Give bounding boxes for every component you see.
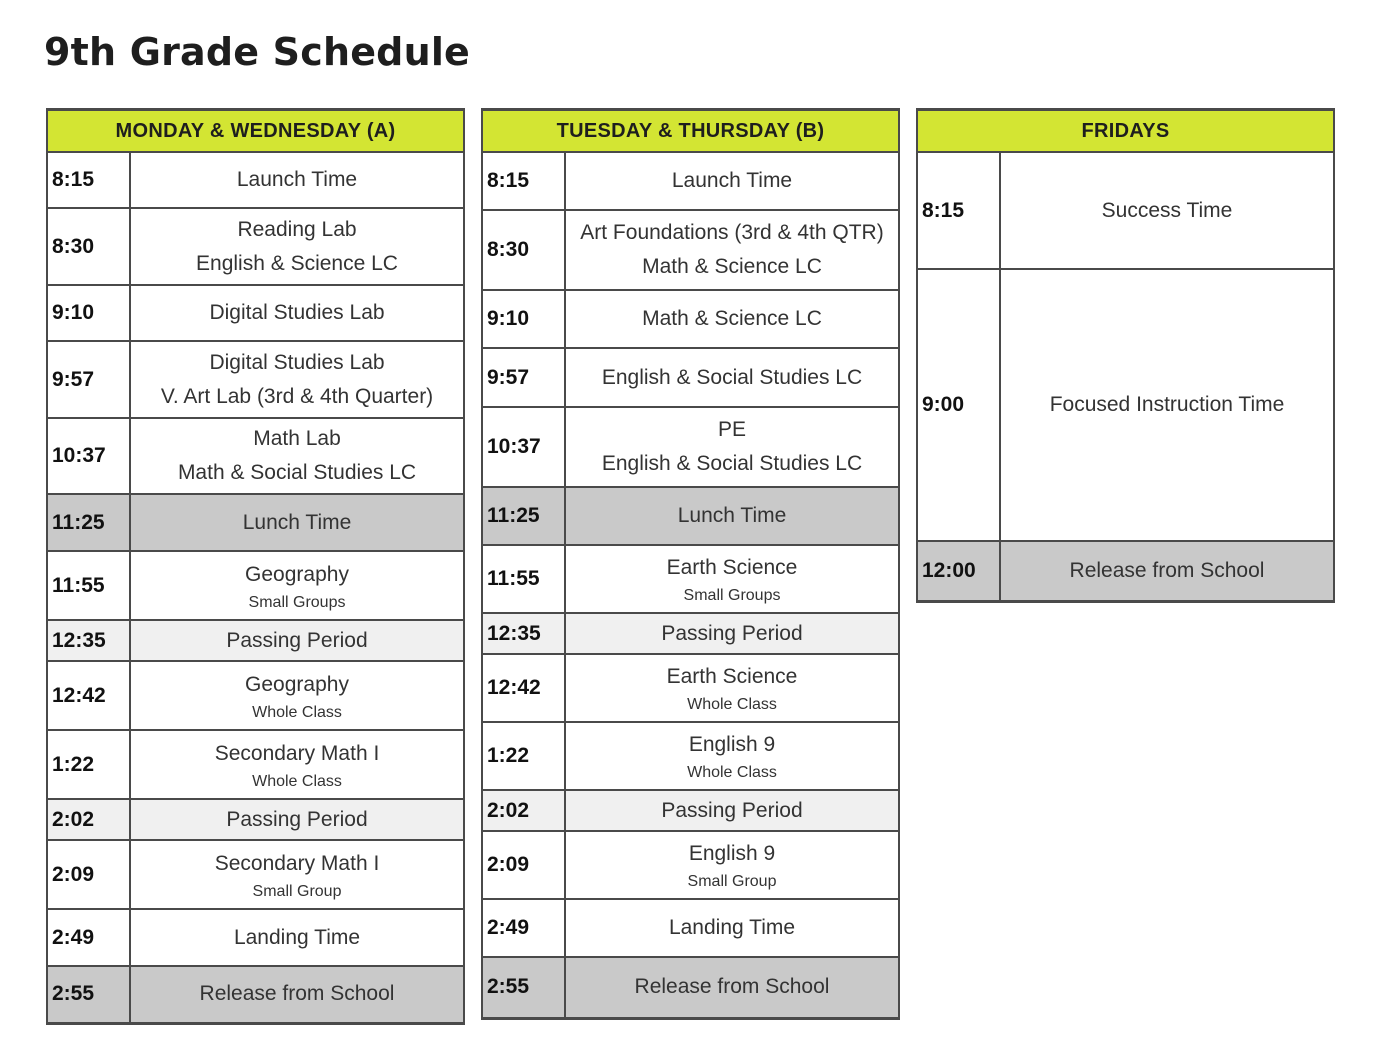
- time-cell: 2:49: [482, 899, 565, 957]
- activity-label: Digital Studies Lab: [209, 350, 385, 374]
- activity-label: English 9: [688, 842, 776, 865]
- time-cell: 8:15: [917, 152, 1000, 269]
- activity-cell: [130, 620, 464, 661]
- activity-cell: [565, 613, 899, 654]
- column-header: FRIDAYS: [917, 110, 1334, 153]
- schedule-row: [482, 790, 899, 831]
- schedule-row: [917, 269, 1334, 541]
- activity-label: Art Foundations (3rd & 4th QTR): [580, 221, 884, 244]
- time-cell: 2:09: [482, 831, 565, 899]
- activity-cell: [565, 899, 899, 957]
- time-cell: 1:22: [482, 722, 565, 790]
- schedule-row: [482, 545, 899, 613]
- schedule-row: [47, 494, 464, 551]
- schedule-row: [482, 348, 899, 407]
- activity-label: Lunch Time: [242, 510, 352, 534]
- activity-cell: [1000, 541, 1334, 601]
- activity-sublabel: Small Group: [252, 882, 342, 900]
- time-cell: 2:09: [47, 840, 130, 909]
- activity-cell: [130, 494, 464, 551]
- schedule-row: [482, 210, 899, 290]
- activity-cell: [565, 957, 899, 1018]
- activity-label: Release from School: [199, 982, 395, 1006]
- schedule-row: [917, 541, 1334, 601]
- activity-cell: [130, 909, 464, 966]
- schedule-row: [47, 285, 464, 341]
- schedule-row: [47, 730, 464, 799]
- activity-label: Passing Period: [661, 621, 803, 645]
- activity-sublabel: Small Groups: [683, 587, 781, 604]
- schedule-row: [47, 799, 464, 840]
- activity-cell: [565, 790, 899, 831]
- activity-label: Math & Social Studies LC: [177, 461, 417, 484]
- activity-label: Launch Time: [671, 169, 793, 192]
- schedule-row: [47, 341, 464, 418]
- time-cell: 1:22: [47, 730, 130, 799]
- schedule-row: [47, 152, 464, 208]
- activity-label: English & Social Studies LC: [601, 452, 863, 475]
- schedule-row: [482, 654, 899, 722]
- activity-cell: [565, 407, 899, 487]
- time-cell: 8:30: [47, 208, 130, 285]
- activity-cell: [130, 799, 464, 840]
- activity-cell: [130, 966, 464, 1023]
- activity-cell: [130, 152, 464, 208]
- schedule-row: [47, 551, 464, 620]
- activity-label: Digital Studies Lab: [209, 301, 385, 324]
- activity-label: Release from School: [634, 975, 830, 999]
- activity-label: Math & Science LC: [642, 307, 822, 330]
- activity-label: Earth Science: [666, 665, 798, 688]
- schedule-row: [47, 418, 464, 494]
- activity-cell: [130, 730, 464, 799]
- schedule-row: [47, 840, 464, 909]
- time-cell: 11:55: [47, 551, 130, 620]
- schedule-row: [47, 966, 464, 1023]
- activity-cell: [130, 285, 464, 341]
- activity-label: Math & Science LC: [642, 255, 822, 278]
- time-cell: 12:00: [917, 541, 1000, 601]
- time-cell: 12:42: [482, 654, 565, 722]
- activity-cell: [565, 722, 899, 790]
- time-cell: 2:02: [47, 799, 130, 840]
- activity-cell: [565, 654, 899, 722]
- schedule-row: [482, 613, 899, 654]
- activity-label: Geography: [245, 562, 349, 586]
- activity-label: Secondary Math I: [214, 741, 380, 765]
- activity-label: Landing Time: [233, 925, 361, 949]
- activity-label: Secondary Math I: [214, 851, 380, 875]
- activity-label: V. Art Lab (3rd & 4th Quarter): [160, 384, 434, 408]
- activity-label: Release from School: [1069, 558, 1265, 582]
- schedule-row: [482, 152, 899, 210]
- activity-label: English 9: [688, 733, 776, 756]
- time-cell: 10:37: [47, 418, 130, 494]
- time-cell: 8:15: [47, 152, 130, 208]
- activity-sublabel: Whole Class: [252, 703, 342, 721]
- page-title: 9th Grade Schedule: [44, 30, 471, 74]
- time-cell: 2:55: [482, 957, 565, 1018]
- activity-label: Passing Period: [226, 807, 368, 831]
- column-header: TUESDAY & THURSDAY (B): [482, 110, 899, 153]
- schedule-row: [47, 661, 464, 730]
- activity-sublabel: Small Groups: [248, 593, 346, 611]
- schedule-table-tuesday-thursday: [481, 108, 900, 1020]
- time-cell: 2:49: [47, 909, 130, 966]
- activity-cell: [565, 152, 899, 210]
- time-cell: 11:25: [47, 494, 130, 551]
- activity-cell: [1000, 269, 1334, 541]
- schedule-row: [482, 487, 899, 545]
- schedule-row: [47, 620, 464, 661]
- schedule-row: [482, 899, 899, 957]
- activity-sublabel: Whole Class: [252, 772, 342, 790]
- activity-sublabel: Whole Class: [687, 764, 777, 781]
- time-cell: 11:55: [482, 545, 565, 613]
- time-cell: 2:55: [47, 966, 130, 1023]
- activity-cell: [130, 341, 464, 418]
- schedule-row: [482, 722, 899, 790]
- schedule-table-monday-wednesday: [46, 108, 465, 1025]
- column-header: MONDAY & WEDNESDAY (A): [47, 110, 464, 153]
- time-cell: 12:35: [482, 613, 565, 654]
- time-cell: 9:10: [47, 285, 130, 341]
- time-cell: 2:02: [482, 790, 565, 831]
- activity-cell: [565, 290, 899, 348]
- activity-sublabel: Whole Class: [687, 696, 777, 713]
- schedule-row: [482, 831, 899, 899]
- activity-label: Math Lab: [253, 427, 341, 450]
- activity-label: Passing Period: [226, 628, 368, 652]
- activity-label: English & Social Studies LC: [601, 365, 863, 389]
- time-cell: 12:42: [47, 661, 130, 730]
- time-cell: 11:25: [482, 487, 565, 545]
- activity-label: Geography: [245, 672, 349, 696]
- schedule-table-fridays: [916, 108, 1335, 603]
- schedule-row: [482, 957, 899, 1018]
- activity-label: Lunch Time: [677, 504, 787, 527]
- activity-cell: [130, 840, 464, 909]
- activity-cell: [565, 210, 899, 290]
- activity-cell: [565, 545, 899, 613]
- activity-cell: [130, 661, 464, 730]
- activity-label: PE: [718, 418, 747, 441]
- activity-label: Landing Time: [668, 916, 796, 939]
- time-cell: 9:00: [917, 269, 1000, 541]
- time-cell: 8:30: [482, 210, 565, 290]
- schedule-row: [47, 208, 464, 285]
- activity-cell: [565, 831, 899, 899]
- activity-cell: [130, 418, 464, 494]
- schedule-row: [47, 909, 464, 966]
- time-cell: 10:37: [482, 407, 565, 487]
- activity-sublabel: Small Group: [687, 873, 777, 890]
- time-cell: 9:10: [482, 290, 565, 348]
- activity-label: Passing Period: [661, 798, 803, 822]
- time-cell: 9:57: [47, 341, 130, 418]
- activity-cell: [565, 487, 899, 545]
- schedule-row: [482, 407, 899, 487]
- activity-cell: [130, 208, 464, 285]
- activity-cell: [130, 551, 464, 620]
- time-cell: 8:15: [482, 152, 565, 210]
- activity-label: Launch Time: [236, 168, 358, 191]
- activity-cell: [1000, 152, 1334, 269]
- activity-label: English & Science LC: [196, 251, 398, 275]
- schedule-row: [482, 290, 899, 348]
- activity-cell: [565, 348, 899, 407]
- activity-label: Earth Science: [666, 556, 798, 579]
- activity-label: Focused Instruction Time: [1049, 393, 1285, 416]
- schedule-row: [917, 152, 1334, 269]
- time-cell: 12:35: [47, 620, 130, 661]
- activity-label: Reading Lab: [237, 217, 357, 241]
- activity-label: Success Time: [1101, 198, 1233, 222]
- time-cell: 9:57: [482, 348, 565, 407]
